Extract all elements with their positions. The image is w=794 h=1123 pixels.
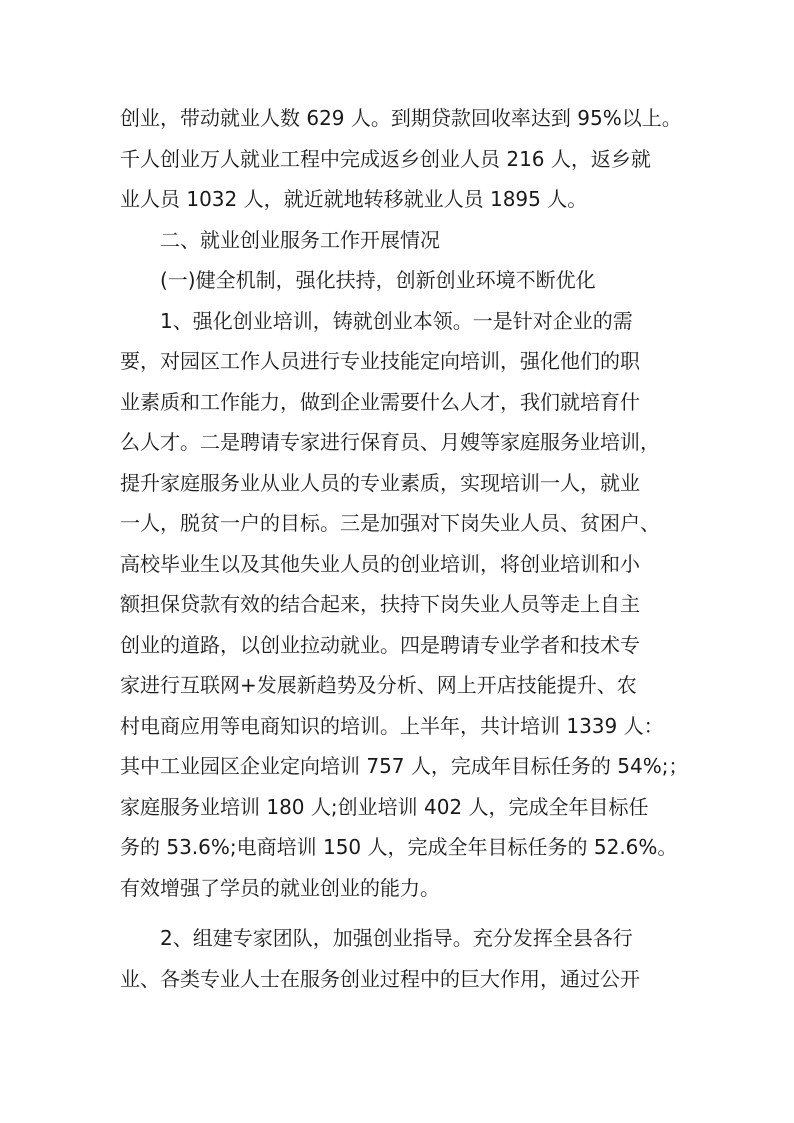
text-line: 提升家庭服务业从业人员的专业素质，实现培训一人，就业: [120, 470, 640, 495]
text-line: 么人才。二是聘请专家进行保育员、月嫂等家庭服务业培训，: [120, 430, 660, 454]
text-line: 家进行互联网+发展新趋势及分析、网上开店技能提升、农: [120, 673, 637, 697]
text-line: 高校毕业生以及其他失业人员的创业培训，将创业培训和小: [120, 551, 640, 576]
text-line: 额担保贷款有效的结合起来，扶持下岗失业人员等走上自主: [120, 592, 640, 616]
text-line: 业人员 1032 人，就近就地转移就业人员 1895 人。: [120, 187, 588, 211]
text-line: 一人，脱贫一户的目标。三是加强对下岗失业人员、贫困户、: [120, 511, 660, 535]
text-line: 其中工业园区企业定向培训 757 人，完成年目标任务的 54%;；: [120, 754, 689, 778]
text-line: 务的 53.6%;电商培训 150 人，完成全年目标任务的 52.6%。: [120, 835, 678, 859]
paragraph-start: 2、组建专家团队，加强创业指导。充分发挥全县各行: [160, 926, 633, 950]
section-heading: 二、就业创业服务工作开展情况: [160, 227, 440, 252]
text-line: 村电商应用等电商知识的培训。上半年，共计培训 1339 人：: [120, 713, 664, 738]
text-line: 家庭服务业培训 180 人;创业培训 402 人，完成全年目标任: [120, 794, 649, 819]
paragraph-start: 1、强化创业培训，铸就创业本领。一是针对企业的需: [160, 308, 633, 333]
text-line: 千人创业万人就业工程中完成返乡创业人员 216 人，返乡就: [120, 146, 651, 171]
text-line: 创业，带动就业人数 629 人。到期贷款回收率达到 95%以上。: [120, 106, 682, 130]
text-line: 业素质和工作能力，做到企业需要什么人才，我们就培育什: [120, 389, 640, 414]
document-body: [120, 98, 689, 999]
text-line: 创业的道路，以创业拉动就业。四是聘请专业学者和技术专: [120, 632, 640, 657]
text-line: 要，对园区工作人员进行专业技能定向培训，强化他们的职: [120, 349, 640, 373]
subsection-heading: (一)健全机制，强化扶持，创新创业环境不断优化: [160, 268, 596, 292]
text-line: 业、各类专业人士在服务创业过程中的巨大作用，通过公开: [120, 966, 640, 991]
text-line: 有效增强了学员的就业创业的能力。: [120, 875, 440, 900]
